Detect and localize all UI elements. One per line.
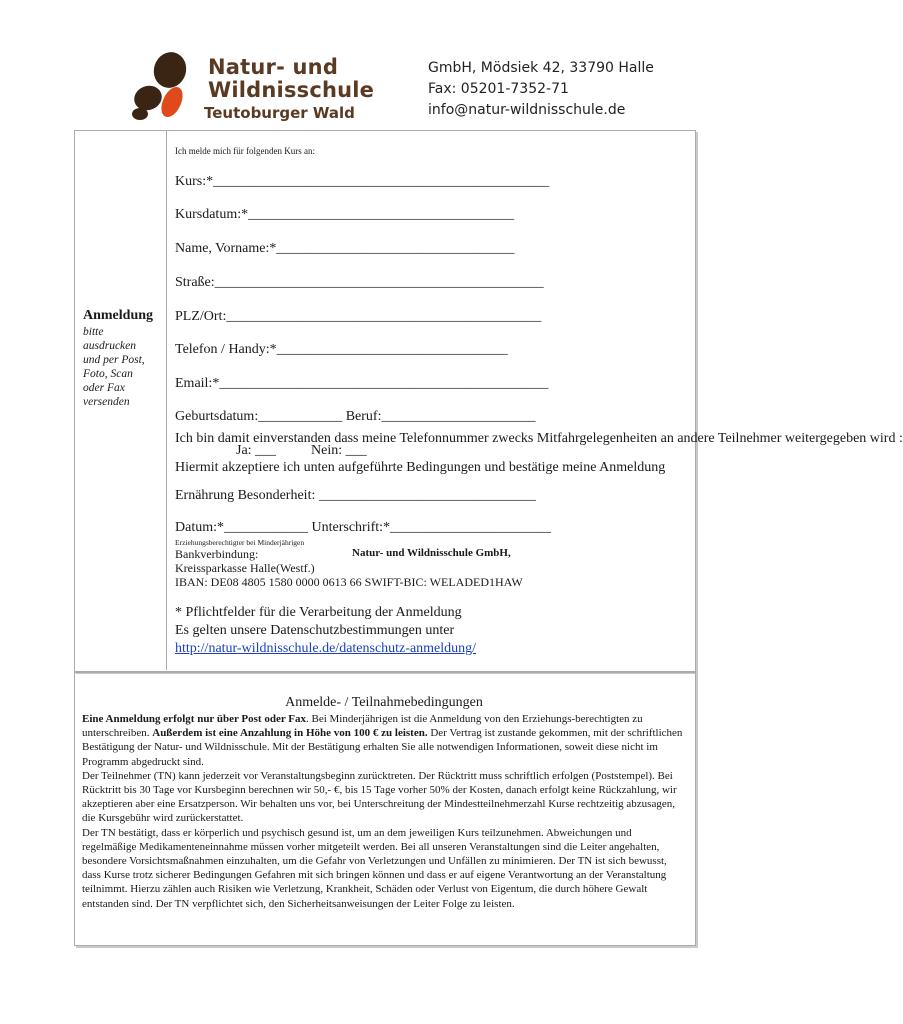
conditions-paragraph-1: Eine Anmeldung erfolgt nur über Post oder Fax. Bei Minderjährigen ist die Anmeldung von den Erziehungs-berechtigten zu unterschreiben. Außerdem ist eine Anzahlung in Höhe von 100 € zu leisten. Der Vertrag ist zustande gekommen, mit der schriftlichen Bestätigung der Natur- und Wildnisschule. Mit der Bestätigung erhalten Sie alle notwendigen Informationen, soweit diese nicht im Programm abgedruckt sind. [82,713,683,768]
form-intro: Ich melde mich für folgenden Kurs an: [175,146,315,156]
sidebar-note: bitte ausdrucken und per Post, Foto, Scan oder Fax versenden [83,326,145,408]
logo-name: Natur- und Wildnisschule [208,55,375,102]
bank-institute: Kreissparkasse Halle(Westf.) [175,561,315,575]
bank-name: Natur- und Wildnisschule GmbH, [352,547,511,559]
footprint-icon [120,48,200,128]
guardian-note: Erziehungsberechtigter bei Minderjährigen [175,538,305,547]
email-field[interactable]: Email:*_______________________________________________ [175,376,549,391]
terms-consent-text: Hiermit akzeptiere ich unten aufgeführte Bedingungen und bestätige meine Anmeldung [175,460,666,475]
kurs-field[interactable]: Kurs:*________________________________________________ [175,174,550,189]
sidebar [83,308,163,409]
contact-address: GmbH, Mödsiek 42, 33790 Halle [428,60,654,76]
conditions-body [82,712,688,911]
kursdatum-field[interactable]: Kursdatum:*______________________________________ [175,207,515,222]
plz-ort-field[interactable]: PLZ/Ort:_____________________________________________ [175,309,542,324]
contact-fax: Fax: 05201-7352-71 [428,81,569,97]
ernaehrung-field[interactable]: Ernährung Besonderheit: _______________________________ [175,488,536,503]
required-fields-note: * Pflichtfelder für die Verarbeitung der Anmeldung [175,605,462,620]
iban-line: IBAN: DE08 4805 1580 0000 0613 66 SWIFT-BIC: WELADED1HAW [175,575,523,589]
conditions-paragraph-2: Der Teilnehmer (TN) kann jederzeit vor Veranstaltungsbeginn zurücktreten. Der Rücktritt muss schriftlich erfolgen (Poststempel). Bei Rücktritt bis 30 Tage vor Kursbeginn berechnen wir 50,- €, bis 15 Tage vorher 50% der Kosten, danach erfolgt keine Rückzahlung, wir akzeptieren aber eine Ersatzperson. Wir behalten uns vor, bei Unterschreitung der Mindestteilnehmerzahl Kurse rechtzeitig abzusagen, die Kursgebühr wird zurückerstattet. [82,769,677,825]
logo [120,48,375,128]
letterhead [0,0,770,130]
contact-email: info@natur-wildnisschule.de [428,102,626,118]
column-divider [166,130,167,670]
logo-region: Teutoburger Wald [204,104,355,122]
bank-label: Bankverbindung: [175,547,259,561]
conditions-title: Anmelde- / Teilnahmebedingungen [285,695,483,710]
sidebar-title: Anmeldung [83,308,154,323]
privacy-note: Es gelten unsere Datenschutzbestimmungen unter [175,623,455,638]
geburtsdatum-beruf-field[interactable]: Geburtsdatum:____________ Beruf:______________________ [175,409,536,424]
telefon-field[interactable]: Telefon / Handy:*_________________________________ [175,342,508,357]
required-notes [175,604,476,658]
privacy-link[interactable]: http://natur-wildnisschule.de/datenschutz-anmeldung/ [175,641,477,656]
contact-block [428,58,654,121]
name-field[interactable]: Name, Vorname:*__________________________________ [175,241,515,256]
datum-unterschrift-field[interactable]: Datum:*____________ Unterschrift:*_______________________ [175,520,552,535]
strasse-field[interactable]: Straße:_______________________________________________ [175,275,544,290]
phone-consent-text: Ich bin damit einverstanden dass meine Telefonnummer zwecks Mitfahrgelegenheiten an andere Teilnehmer weitergegeben wird : [175,431,903,446]
ja-nein-field[interactable]: Ja: ___ Nein: ___ [236,443,367,458]
conditions-paragraph-3: Der TN bestätigt, dass er körperlich und psychisch gesund ist, um an dem jeweiligen Kurs teilzunehmen. Abweichungen und regelmäßige Medikamenteneinnahme müssen vorher mitgeteilt werden. Bei all unseren Veranstaltungen sind die Leiter angehalten, besondere Vorsichtsmaßnahmen einzuhalten, um die Gefahr von Verletzungen und Unfällen zu minimieren. Der TN ist sich bewusst, dass Kurse trotz sicherer Bedingungen Gefahren mit sich bringen können und dass er auf eigene Verantwortung an der Veranstaltung teilnimmt. Hierzu zählen auch Risiken wie Verletzung, Krankheit, Schäden oder Verlust von Eigentum, die durch höhere Gewalt entstanden sind. Der TN verpflichtet sich, den Sicherheitsanweisungen der Leiter Folge zu leisten. [82,826,667,910]
